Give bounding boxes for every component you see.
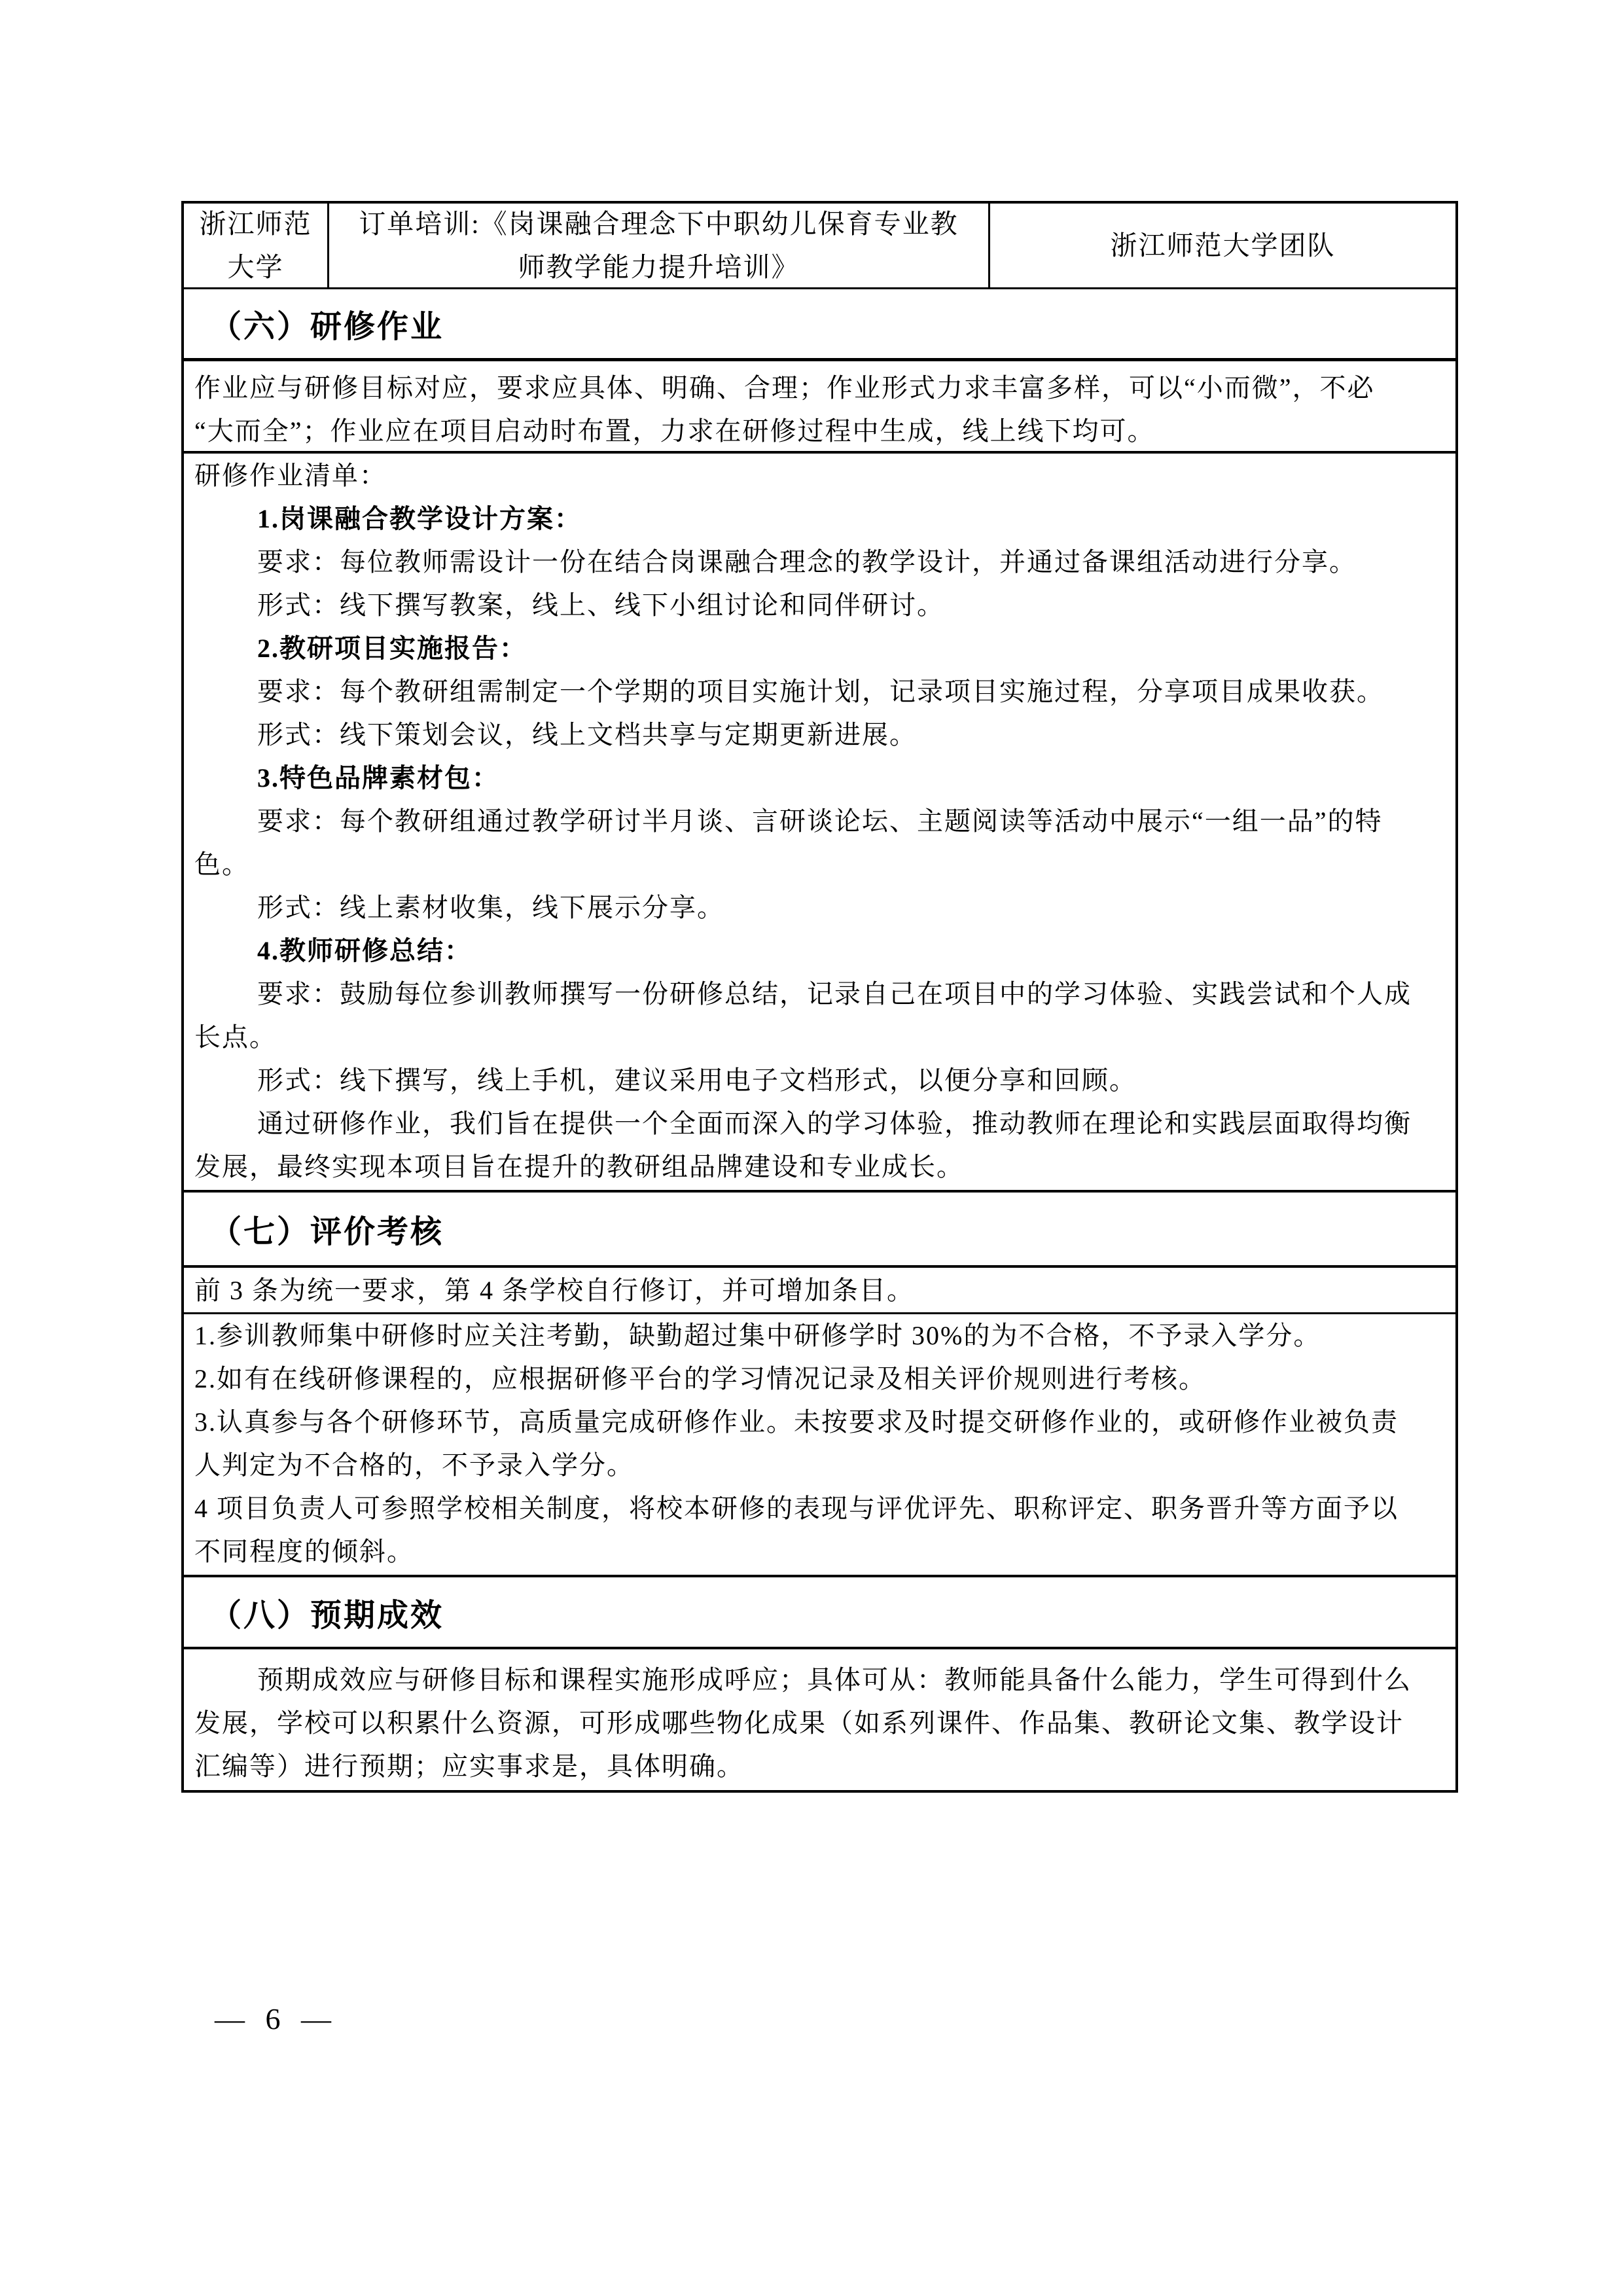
list-item-title: 1.岗课融合教学设计方案： [257, 504, 582, 533]
text-line: 长点。 [194, 1022, 277, 1052]
section-6-intro-row [184, 361, 1455, 454]
text-line: 要求：鼓励每位参训教师撰写一份研修总结，记录自己在项目中的学习体验、实践尝试和个人成 [257, 979, 1412, 1009]
list-item-title: 3.特色品牌素材包： [257, 763, 499, 793]
team-name: 浙江师范大学团队 [1110, 230, 1336, 260]
text-line: 人判定为不合格的，不予录入学分。 [194, 1450, 634, 1480]
section-6-assignment-list-row [184, 454, 1455, 1193]
text-line: 汇编等）进行预期；应实事求是，具体明确。 [194, 1751, 744, 1781]
text-line: 形式：线下策划会议，线上文档共享与定期更新进展。 [257, 720, 917, 749]
text-line: 预期成效应与研修目标和课程实施形成呼应；具体可从：教师能具备什么能力，学生可得到什么 [257, 1665, 1412, 1695]
text-line: 2.如有在线研修课程的，应根据研修平台的学习情况记录及相关评价规则进行考核。 [194, 1364, 1206, 1393]
list-item-title: 4.教师研修总结： [257, 936, 472, 965]
page-number: — 6 — [215, 2002, 338, 2036]
university-name-line1: 浙江师范 [199, 209, 312, 239]
section-6-title: （六）研修作业 [210, 310, 444, 344]
text-line: 形式：线上素材收集，线下展示分享。 [257, 893, 724, 922]
text-line: 要求：每个教研组需制定一个学期的项目实施计划，记录项目实施过程，分享项目成果收获。 [257, 677, 1384, 706]
section-8-content-row [184, 1649, 1455, 1790]
team-cell [990, 204, 1455, 287]
section-8-title: （八）预期成效 [210, 1598, 444, 1633]
course-title-cell [329, 204, 990, 287]
text-line: 研修作业清单： [194, 461, 387, 490]
university-cell [184, 204, 329, 287]
text-line: 形式：线下撰写，线上手机，建议采用电子文档形式，以便分享和回顾。 [257, 1066, 1137, 1095]
text-line: 要求：每个教研组通过教学研讨半月谈、言研谈论坛、主题阅读等活动中展示“一组一品”的特 [257, 806, 1383, 836]
section-6-heading-row [184, 289, 1455, 361]
list-item-title: 2.教研项目实施报告： [257, 634, 527, 663]
section-7-items-row [184, 1314, 1455, 1577]
table-header-row [184, 204, 1455, 289]
text-line: 3.认真参与各个研修环节，高质量完成研修作业。未按要求及时提交研修作业的，或研修作业被负责 [194, 1407, 1399, 1437]
text-line: 色。 [194, 850, 249, 879]
training-plan-table [181, 201, 1458, 1793]
text-line: 4 项目负责人可参照学校相关制度，将校本研修的表现与评优评先、职称评定、职务晋升等方面予以 [194, 1494, 1399, 1523]
course-title-line1: 订单培训:《岗课融合理念下中职幼儿保育专业教 [359, 209, 959, 239]
course-title-line2: 师教学能力提升培训》 [518, 252, 800, 282]
text-line: 1.参训教师集中研修时应关注考勤，缺勤超过集中研修学时 30%的为不合格，不予录入学分。 [194, 1321, 1321, 1350]
text-line: 发展，最终实现本项目旨在提升的教研组品牌建设和专业成长。 [194, 1152, 964, 1181]
text-line: 作业应与研修目标对应，要求应具体、明确、合理；作业形式力求丰富多样，可以“小而微”，不必 [194, 373, 1375, 403]
text-line: 通过研修作业，我们旨在提供一个全面而深入的学习体验，推动教师在理论和实践层面取得均衡 [257, 1109, 1412, 1138]
section-7-title: （七）评价考核 [210, 1215, 444, 1249]
section-8-heading-row [184, 1577, 1455, 1649]
section-7-heading-row [184, 1193, 1455, 1268]
text-line: 发展，学校可以积累什么资源，可形成哪些物化成果（如系列课件、作品集、教研论文集、教学设计 [194, 1708, 1404, 1738]
university-name-line2: 大学 [227, 252, 284, 282]
text-line: 前 3 条为统一要求，第 4 条学校自行修订，并可增加条目。 [194, 1276, 914, 1305]
text-line: 要求：每位教师需设计一份在结合岗课融合理念的教学设计，并通过备课组活动进行分享。 [257, 547, 1357, 577]
text-line: 形式：线下撰写教案，线上、线下小组讨论和同伴研讨。 [257, 590, 944, 620]
text-line: 不同程度的倾斜。 [194, 1537, 414, 1566]
section-7-note-row [184, 1268, 1455, 1314]
text-line: “大而全”；作业应在项目启动时布置，力求在研修过程中生成，线上线下均可。 [194, 416, 1155, 446]
